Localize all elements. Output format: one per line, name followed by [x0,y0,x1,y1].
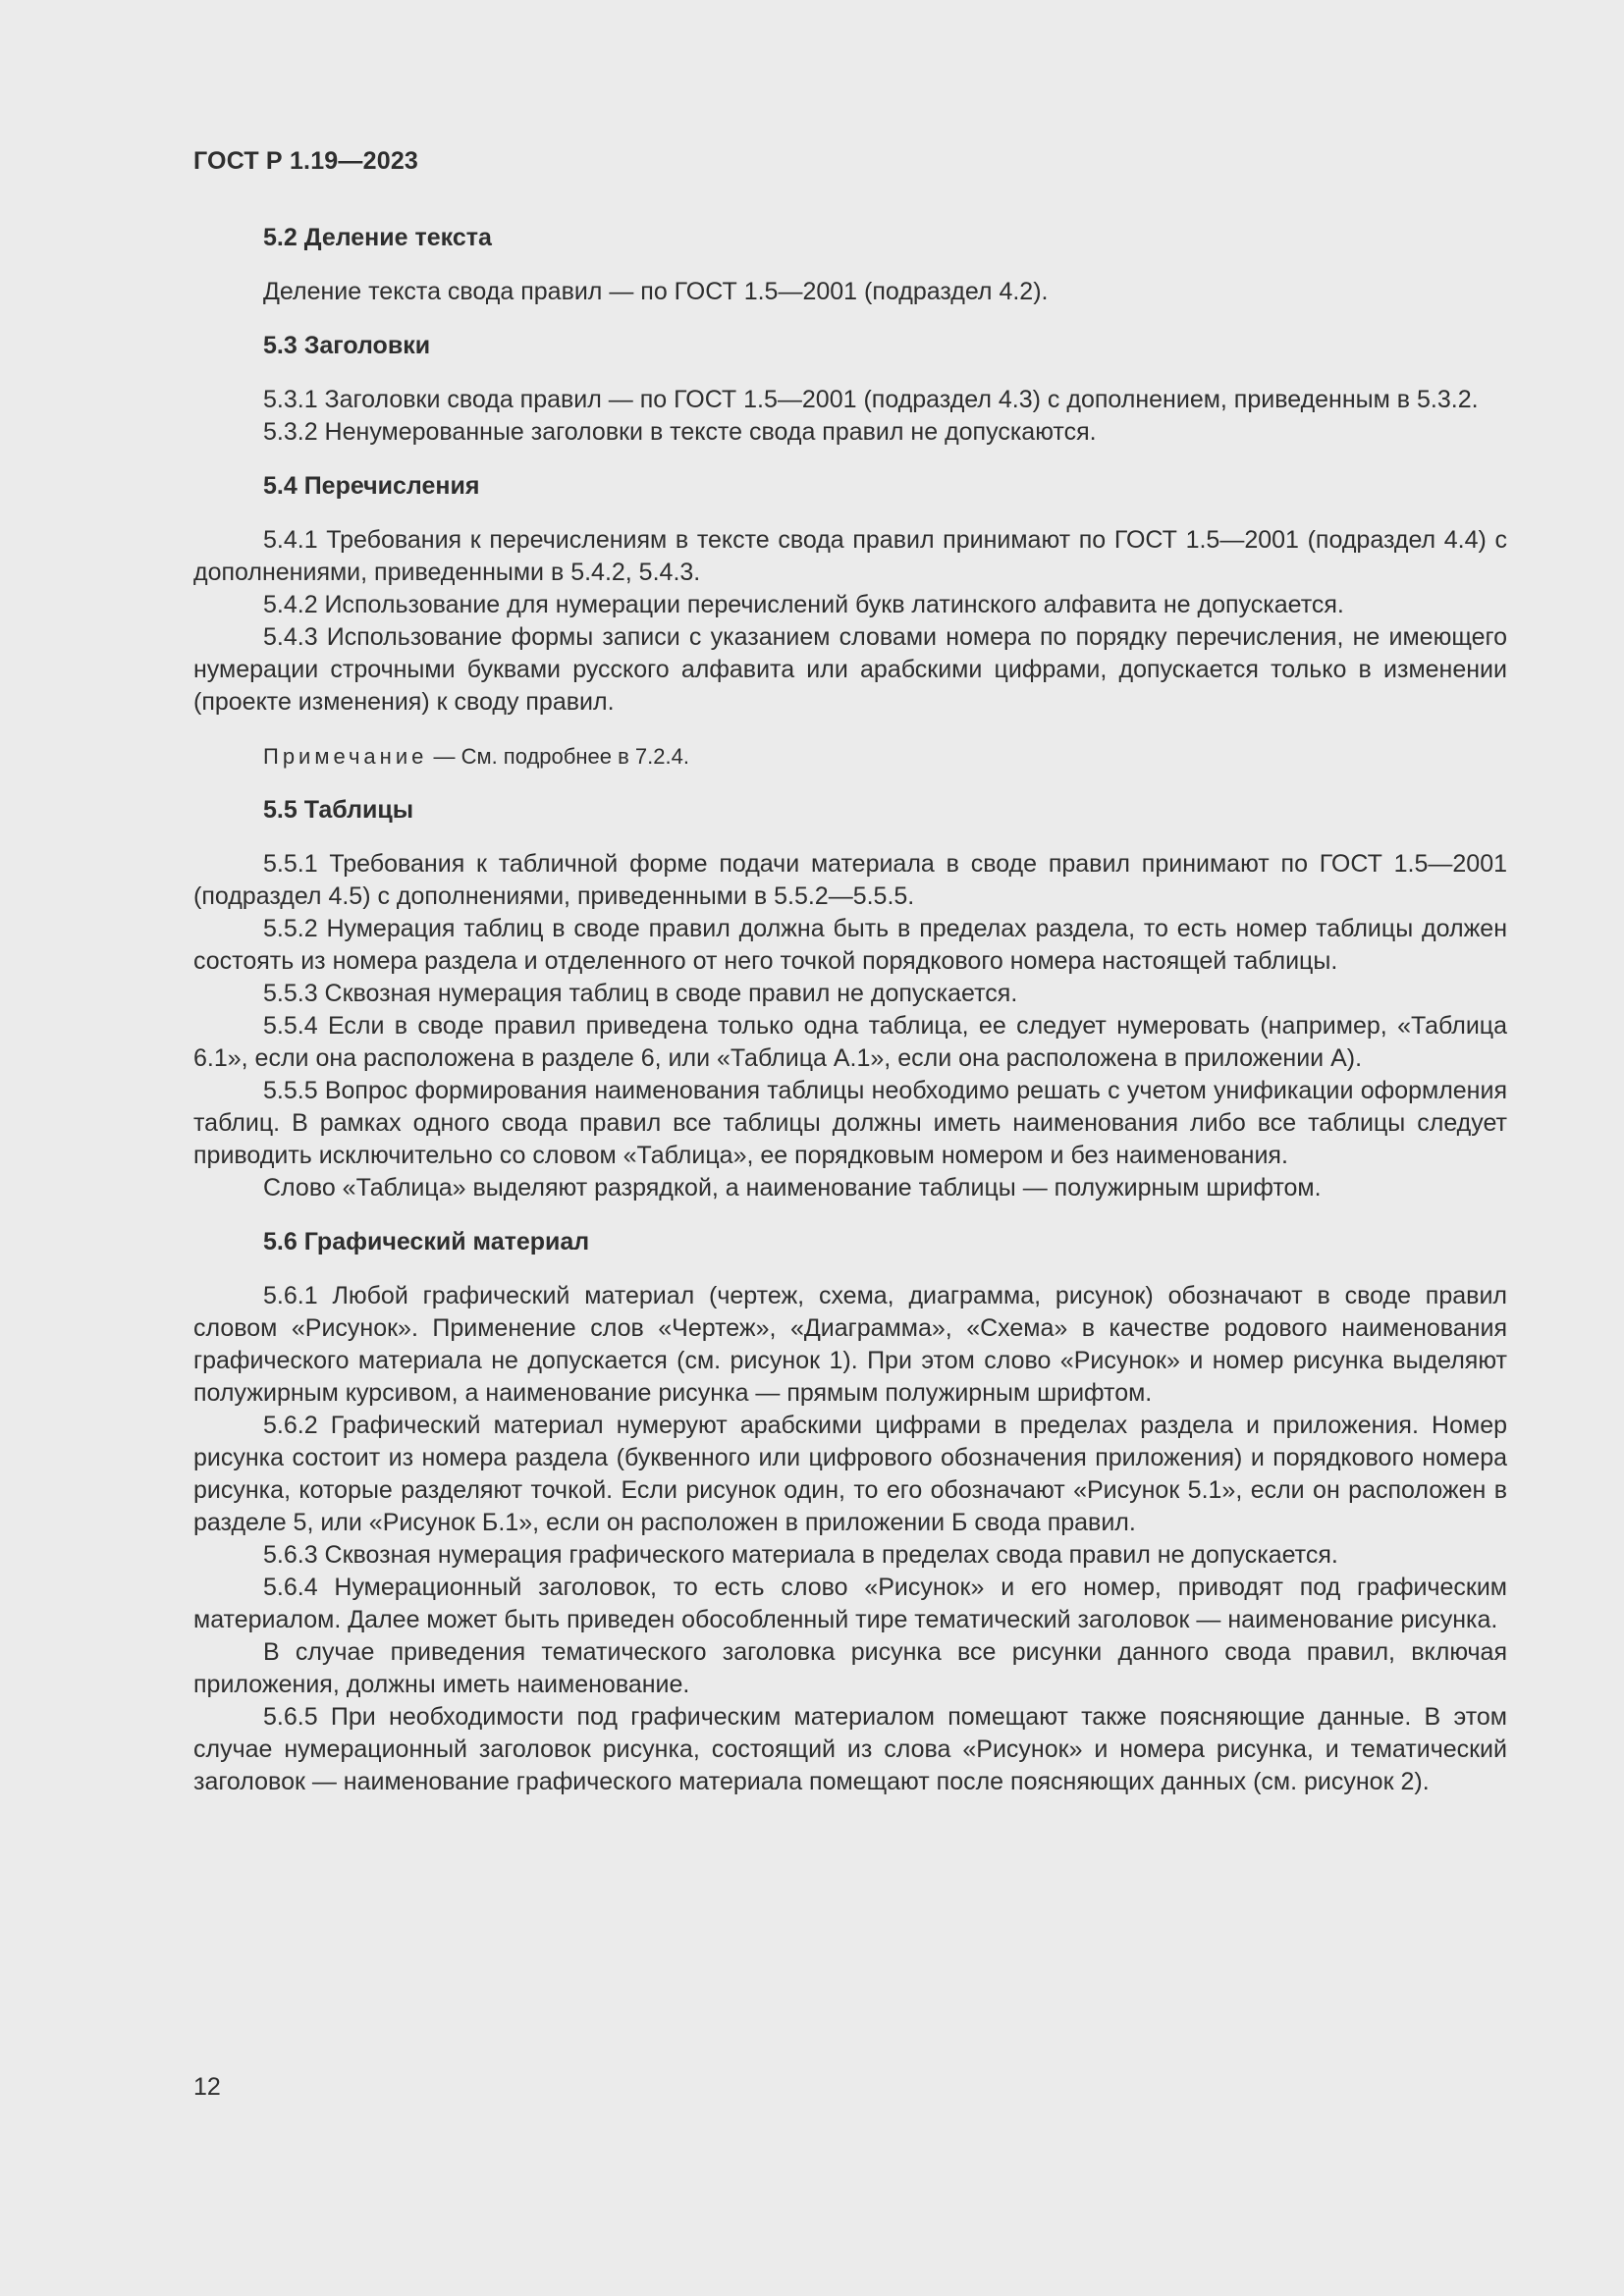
paragraph: 5.3.2 Ненумерованные заголовки в тексте свода правил не допускаются. [263,418,1097,446]
note-text: — См. подробнее в 7.2.4. [427,744,689,769]
paragraph: 5.6.3 Сквозная нумерация графического материала в пределах свода правил не допускается. [263,1541,1338,1569]
paragraph: 5.5.5 Вопрос формирования наименования таблицы необходимо решать с учетом унификации оформления таблиц. В рамках одного свода правил все таблицы должны иметь наименования либо все таблицы следует приводить исключительно со словом «Таблица», ее порядковым номером и без наименования. [193,1077,1507,1169]
section-heading: 5.6 Графический материал [263,1228,590,1255]
note-label: Примечание [263,744,428,769]
paragraph: 5.6.4 Нумерационный заголовок, то есть слово «Рисунок» и его номер, приводят под графическим материалом. Далее может быть приведен обособленный тире тематический заголовок — наименование рисунка. [193,1574,1507,1633]
paragraph: 5.5.3 Сквозная нумерация таблиц в своде правил не допускается. [263,980,1018,1007]
paragraph: 5.4.1 Требования к перечислениям в тексте свода правил принимают по ГОСТ 1.5—2001 (подраздел 4.4) с дополнениями, приведенными в 5.4.2, 5.4.3. [193,526,1507,586]
paragraph: 5.4.2 Использование для нумерации перечислений букв латинского алфавита не допускается. [263,591,1344,618]
section-heading: 5.4 Перечисления [263,472,480,500]
paragraph: 5.5.2 Нумерация таблиц в своде правил должна быть в пределах раздела, то есть номер таблицы должен состоять из номера раздела и отделенного от него точкой порядкового номера настоящей таблицы. [193,915,1507,975]
paragraph: 5.5.4 Если в своде правил приведена только одна таблица, ее следует нумеровать (например, «Таблица 6.1», если она расположена в разделе 6, или «Таблица А.1», если она расположена в приложении А). [193,1012,1507,1072]
paragraph: Слово «Таблица» выделяют разрядкой, а наименование таблицы — полужирным шрифтом. [263,1174,1322,1201]
paragraph: 5.4.3 Использование формы записи с указанием словами номера по порядку перечисления, не имеющего нумерации строчными буквами русского алфавита или арабскими цифрами, допускается только в изменении (проекте изменения) к своду правил. [193,623,1507,716]
section-heading: 5.3 Заголовки [263,332,431,359]
section-heading: 5.5 Таблицы [263,796,414,824]
paragraph: 5.6.5 При необходимости под графическим материалом помещают также поясняющие данные. В этом случае нумерационный заголовок рисунка, состоящий из слова «Рисунок» и номера рисунка, и тематический заголовок — наименование графического материала помещают после поясняющих данных (см. рисунок 2). [193,1703,1507,1795]
paragraph: 5.6.1 Любой графический материал (чертеж, схема, диаграмма, рисунок) обозначают в своде правил словом «Рисунок». Применение слов «Чертеж», «Диаграмма», «Схема» в качестве родового наименования графического материала не допускается (см. рисунок 1). При этом слово «Рисунок» и номер рисунка выделяют полужирным курсивом, а наименование рисунка — прямым полужирным шрифтом. [193,1282,1507,1407]
paragraph: 5.6.2 Графический материал нумеруют арабскими цифрами в пределах раздела и приложения. Номер рисунка состоит из номера раздела (буквенного или цифрового обозначения приложения) и порядкового номера рисунка, которые разделяют точкой. Если рисунок один, то его обозначают «Рисунок 5.1», если он расположен в разделе 5, или «Рисунок Б.1», если он расположен в приложении Б свода правил. [193,1412,1507,1536]
paragraph: Деление текста свода правил — по ГОСТ 1.5—2001 (подраздел 4.2). [263,278,1049,305]
paragraph: 5.5.1 Требования к табличной форме подачи материала в своде правил принимают по ГОСТ 1.5—2001 (подраздел 4.5) с дополнениями, приведенными в 5.5.2—5.5.5. [193,850,1507,910]
note [193,740,1507,773]
page-number: 12 [193,2073,221,2101]
section-heading: 5.2 Деление текста [263,224,492,251]
paragraph: В случае приведения тематического заголовка рисунка все рисунки данного свода правил, включая приложения, должны иметь наименование. [193,1638,1507,1698]
document-header: ГОСТ Р 1.19—2023 [193,147,419,175]
document-body [193,222,1507,1798]
paragraph: 5.3.1 Заголовки свода правил — по ГОСТ 1.5—2001 (подраздел 4.3) с дополнением, приведенным в 5.3.2. [263,386,1479,413]
